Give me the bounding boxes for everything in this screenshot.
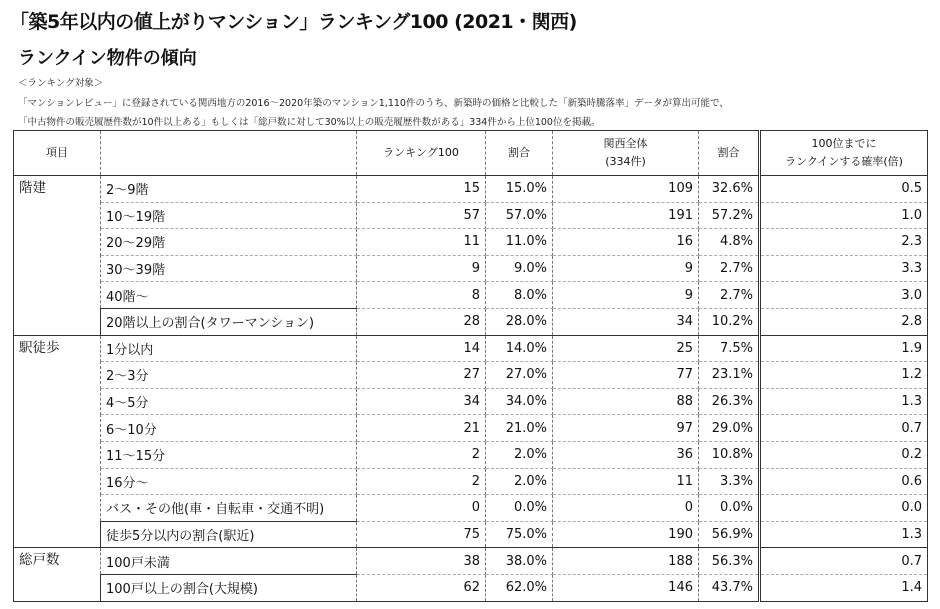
kansai-value: 188 [553,548,699,575]
kansai-value: 25 [553,335,699,362]
ratio1-value: 34.0% [486,388,553,415]
ratio1-value: 11.0% [486,229,553,256]
ratio1-value: 57.0% [486,202,553,229]
kansai-value: 9 [553,255,699,282]
table-row [14,441,928,468]
kansai-value: 77 [553,362,699,389]
kansai-value: 36 [553,441,699,468]
header-rank100: ランキング100 [357,131,486,176]
row-label: 2～9階 [101,176,357,203]
rank100-value: 2 [357,441,486,468]
table-row [14,468,928,495]
probability-value: 0.5 [760,176,928,203]
row-label: 10～19階 [101,202,357,229]
ratio1-value: 15.0% [486,176,553,203]
header-ratio-2: 割合 [699,131,760,176]
table-row [14,362,928,389]
ratio2-value: 3.3% [699,468,760,495]
table-total-row [14,574,928,601]
probability-value: 1.3 [760,521,928,548]
table-row [14,202,928,229]
table-row [14,255,928,282]
probability-value: 0.6 [760,468,928,495]
rank100-value: 15 [357,176,486,203]
table-total-row [14,521,928,548]
rank100-value: 28 [357,308,486,335]
note-heading: ＜ランキング対象＞ [18,78,104,89]
header-ratio-1: 割合 [486,131,553,176]
header-item: 項目 [14,131,101,176]
probability-value: 0.0 [760,495,928,522]
table-row [14,282,928,309]
header-kansai-line-2: (334件) [605,155,646,168]
header-probability-line-1: 100位までに [811,137,877,150]
row-label: 100戸未満 [101,548,357,575]
page-subtitle: ランクイン物件の傾向 [18,48,197,69]
ratio2-value: 57.2% [699,202,760,229]
rank100-value: 21 [357,415,486,442]
ratio2-value: 56.9% [699,521,760,548]
probability-value: 0.2 [760,441,928,468]
rank100-value: 38 [357,548,486,575]
rank100-value: 0 [357,495,486,522]
kansai-value: 190 [553,521,699,548]
ratio1-value: 0.0% [486,495,553,522]
row-label: 100戸以上の割合(大規模) [101,574,357,601]
rank100-value: 62 [357,574,486,601]
ratio2-value: 23.1% [699,362,760,389]
ranking-table [13,130,928,602]
ratio2-value: 2.7% [699,282,760,309]
ratio2-value: 56.3% [699,548,760,575]
ratio2-value: 4.8% [699,229,760,256]
rank100-value: 14 [357,335,486,362]
ratio2-value: 26.3% [699,388,760,415]
row-label: 40階～ [101,282,357,309]
row-label: 2～3分 [101,362,357,389]
kansai-value: 9 [553,282,699,309]
probability-value: 1.0 [760,202,928,229]
kansai-value: 109 [553,176,699,203]
rank100-value: 57 [357,202,486,229]
row-label: バス・その他(車・自転車・交通不明) [101,495,357,522]
table-row [14,548,928,575]
probability-value: 2.8 [760,308,928,335]
row-label: 徒歩5分以内の割合(駅近) [101,521,357,548]
ratio2-value: 10.8% [699,441,760,468]
table-row [14,388,928,415]
page-title: 「築5年以内の値上がりマンション」ランキング100 (2021・関西) [10,11,577,33]
category-cell: 階建 [14,176,101,336]
ratio2-value: 43.7% [699,574,760,601]
ratio1-value: 8.0% [486,282,553,309]
kansai-value: 88 [553,388,699,415]
header-kansai-line-1: 関西全体 [603,137,648,150]
table-row [14,495,928,522]
ratio1-value: 38.0% [486,548,553,575]
category-cell: 総戸数 [14,548,101,601]
table-header-row [14,131,928,176]
rank100-value: 27 [357,362,486,389]
header-kansai [553,131,699,176]
kansai-value: 11 [553,468,699,495]
row-label: 16分～ [101,468,357,495]
kansai-value: 97 [553,415,699,442]
ratio1-value: 14.0% [486,335,553,362]
ratio2-value: 7.5% [699,335,760,362]
rank100-value: 75 [357,521,486,548]
row-label: 4～5分 [101,388,357,415]
header-probability [760,131,928,176]
table-row [14,229,928,256]
ratio1-value: 27.0% [486,362,553,389]
ratio2-value: 0.0% [699,495,760,522]
ratio2-value: 32.6% [699,176,760,203]
table-total-row [14,308,928,335]
header-probability-line-2: ランクインする確率(倍) [785,155,903,168]
kansai-value: 191 [553,202,699,229]
note-line-1: 「マンションレビュー」に登録されている関西地方の2016～2020年築のマンション1,110件のうち、新築時の価格と比較した「新築時騰落率」データが算出可能で、 [18,98,729,109]
ratio1-value: 2.0% [486,441,553,468]
row-label: 1分以内 [101,335,357,362]
probability-value: 1.3 [760,388,928,415]
header-label-blank [101,131,357,176]
note-line-2: 「中古物件の販売履歴件数が10件以上ある」もしくは「総戸数に対して30%以上の販売履歴件数がある」334件から上位100位を掲載。 [18,117,601,128]
ratio1-value: 9.0% [486,255,553,282]
kansai-value: 16 [553,229,699,256]
ratio1-value: 62.0% [486,574,553,601]
rank100-value: 8 [357,282,486,309]
row-label: 30～39階 [101,255,357,282]
ratio1-value: 21.0% [486,415,553,442]
probability-value: 1.2 [760,362,928,389]
kansai-value: 0 [553,495,699,522]
probability-value: 1.4 [760,574,928,601]
row-label: 11～15分 [101,441,357,468]
ratio2-value: 29.0% [699,415,760,442]
table-row [14,335,928,362]
rank100-value: 2 [357,468,486,495]
probability-value: 3.0 [760,282,928,309]
kansai-value: 146 [553,574,699,601]
ratio2-value: 2.7% [699,255,760,282]
probability-value: 1.9 [760,335,928,362]
probability-value: 0.7 [760,548,928,575]
ratio1-value: 2.0% [486,468,553,495]
rank100-value: 11 [357,229,486,256]
row-label: 6～10分 [101,415,357,442]
rank100-value: 34 [357,388,486,415]
ratio1-value: 28.0% [486,308,553,335]
kansai-value: 34 [553,308,699,335]
ratio2-value: 10.2% [699,308,760,335]
probability-value: 2.3 [760,229,928,256]
ratio1-value: 75.0% [486,521,553,548]
row-label: 20～29階 [101,229,357,256]
row-label: 20階以上の割合(タワーマンション) [101,308,357,335]
probability-value: 3.3 [760,255,928,282]
category-cell: 駅徒歩 [14,335,101,548]
table-row [14,415,928,442]
rank100-value: 9 [357,255,486,282]
table-row [14,176,928,203]
probability-value: 0.7 [760,415,928,442]
